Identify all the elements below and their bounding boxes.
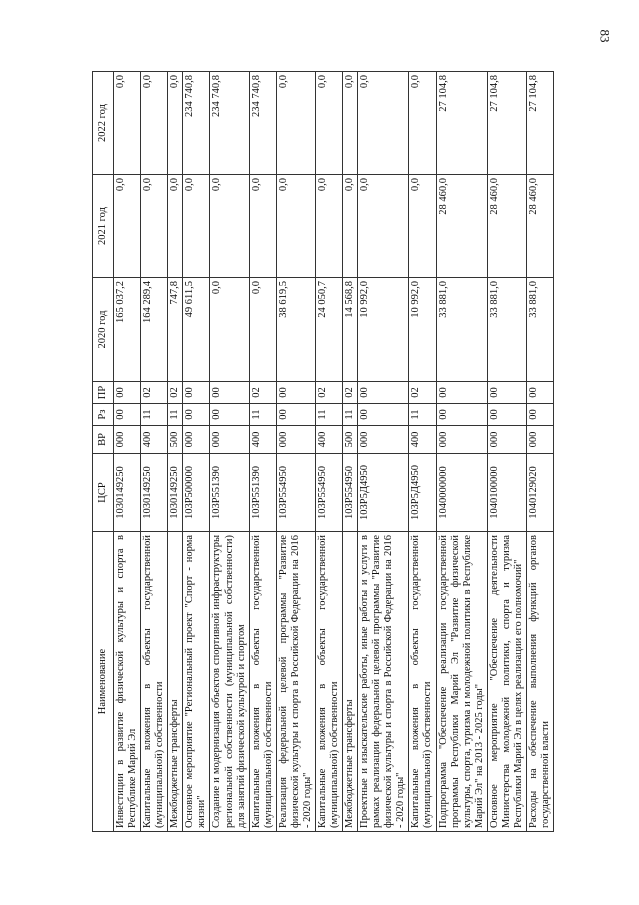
cell-2022: 234 740,8 <box>183 72 210 175</box>
cell-2020: 747,8 <box>168 278 183 382</box>
cell-2021: 0,0 <box>409 175 436 278</box>
cell-rz: 00 <box>276 404 315 426</box>
cell-rz: 11 <box>409 404 436 426</box>
cell-vr: 000 <box>276 426 315 454</box>
cell-2021: 28 460,0 <box>526 175 553 278</box>
cell-csr: 1040100000 <box>487 454 526 532</box>
cell-name: Подпрограмма "Обеспечение реализации государственной программы Республики Марий Эл "Развитие физической культуры, спорта, туризма и молодежной политики в Республике Марий Эл" на 2013 - 2025 годы" <box>436 532 487 832</box>
table-row <box>487 72 526 832</box>
cell-csr: 1040129020 <box>526 454 553 532</box>
cell-2022: 0,0 <box>276 72 315 175</box>
table-row <box>168 72 183 832</box>
cell-pr: 02 <box>409 382 436 404</box>
cell-pr: 02 <box>343 382 358 404</box>
table-header-row <box>93 72 114 832</box>
cell-2021: 0,0 <box>183 175 210 278</box>
header-2021: 2021 год <box>93 175 114 278</box>
cell-name: Проектные и изыскательские работы, иные работы и услуги в рамках реализации федеральной целевой программы "Развитие физической культуры и спорта в Российской Федерации на 2016 - 2020 годы" <box>358 532 409 832</box>
cell-pr: 02 <box>249 382 276 404</box>
cell-pr: 00 <box>276 382 315 404</box>
table-row <box>436 72 487 832</box>
rotated-table-container <box>92 72 612 832</box>
cell-name: Создание и модернизация объектов спортивной инфраструктуры региональной собственности (муниципальной собственности) для занятий физической культурой и спортом <box>210 532 249 832</box>
header-csr: ЦСР <box>93 454 114 532</box>
header-rz: Рз <box>93 404 114 426</box>
cell-2021: 0,0 <box>276 175 315 278</box>
cell-vr: 400 <box>249 426 276 454</box>
cell-vr: 400 <box>409 426 436 454</box>
cell-2020: 33 881,0 <box>487 278 526 382</box>
cell-csr: 103P500000 <box>183 454 210 532</box>
cell-csr: 1030149250 <box>114 454 141 532</box>
cell-vr: 000 <box>436 426 487 454</box>
cell-csr: 103P5Д4950 <box>358 454 409 532</box>
cell-pr: 00 <box>436 382 487 404</box>
table-row <box>114 72 141 832</box>
cell-vr: 500 <box>168 426 183 454</box>
cell-vr: 400 <box>141 426 168 454</box>
cell-csr: 103P554950 <box>315 454 342 532</box>
cell-2020: 49 611,5 <box>183 278 210 382</box>
cell-2020: 164 289,4 <box>141 278 168 382</box>
cell-2022: 0,0 <box>409 72 436 175</box>
cell-pr: 02 <box>141 382 168 404</box>
page-number: 83 <box>597 29 613 43</box>
cell-2021: 28 460,0 <box>436 175 487 278</box>
cell-2021: 0,0 <box>141 175 168 278</box>
cell-2022: 0,0 <box>358 72 409 175</box>
cell-name: Капитальные вложения в объекты государственной (муниципальной) собственности <box>141 532 168 832</box>
cell-csr: 103P554950 <box>343 454 358 532</box>
cell-name: Капитальные вложения в объекты государственной (муниципальной) собственности <box>249 532 276 832</box>
cell-2022: 0,0 <box>141 72 168 175</box>
cell-2020: 33 881,0 <box>436 278 487 382</box>
cell-2020: 14 568,8 <box>343 278 358 382</box>
cell-2022: 0,0 <box>343 72 358 175</box>
cell-2022: 0,0 <box>114 72 141 175</box>
cell-name: Основное мероприятие "Обеспечение деятельности Министерства молодежной политики, спорта и туризма Республики Марий Эл в целях реализации его полномочий" <box>487 532 526 832</box>
cell-csr: 1030149250 <box>141 454 168 532</box>
cell-pr: 00 <box>114 382 141 404</box>
cell-csr: 103P551390 <box>210 454 249 532</box>
cell-vr: 000 <box>526 426 553 454</box>
cell-rz: 11 <box>343 404 358 426</box>
cell-rz: 11 <box>168 404 183 426</box>
cell-2020: 165 037,2 <box>114 278 141 382</box>
cell-2021: 0,0 <box>315 175 342 278</box>
cell-vr: 400 <box>315 426 342 454</box>
cell-pr: 00 <box>358 382 409 404</box>
cell-name: Основное мероприятие "Региональный проект "Спорт - норма жизни" <box>183 532 210 832</box>
table-row <box>210 72 249 832</box>
table-row <box>409 72 436 832</box>
cell-2020: 38 619,5 <box>276 278 315 382</box>
cell-2020: 24 050,7 <box>315 278 342 382</box>
cell-name: Инвестиции в развитие физической культуры и спорта в Республике Марий Эл <box>114 532 141 832</box>
cell-pr: 00 <box>487 382 526 404</box>
table-row <box>358 72 409 832</box>
cell-rz: 11 <box>315 404 342 426</box>
cell-vr: 000 <box>358 426 409 454</box>
cell-csr: 1040000000 <box>436 454 487 532</box>
header-name: Наименование <box>93 532 114 832</box>
table-row <box>249 72 276 832</box>
cell-vr: 000 <box>114 426 141 454</box>
cell-pr: 00 <box>210 382 249 404</box>
table-row <box>315 72 342 832</box>
cell-rz: 00 <box>436 404 487 426</box>
cell-name: Капитальные вложения в объекты государственной (муниципальной) собственности <box>409 532 436 832</box>
table-row <box>276 72 315 832</box>
header-vr: ВР <box>93 426 114 454</box>
cell-2021: 0,0 <box>358 175 409 278</box>
cell-2021: 0,0 <box>249 175 276 278</box>
cell-2021: 28 460,0 <box>487 175 526 278</box>
table-row <box>183 72 210 832</box>
cell-name: Реализация федеральной целевой программы "Развитие физической культуры и спорта в Российской Федерации на 2016 - 2020 годы" <box>276 532 315 832</box>
header-pr: ПР <box>93 382 114 404</box>
cell-pr: 02 <box>168 382 183 404</box>
cell-csr: 103P5Д4950 <box>409 454 436 532</box>
cell-pr: 00 <box>526 382 553 404</box>
cell-2020: 0,0 <box>249 278 276 382</box>
cell-2021: 0,0 <box>210 175 249 278</box>
cell-2021: 0,0 <box>114 175 141 278</box>
cell-2022: 27 104,8 <box>526 72 553 175</box>
cell-rz: 11 <box>141 404 168 426</box>
cell-name: Капитальные вложения в объекты государственной (муниципальной) собственности <box>315 532 342 832</box>
cell-rz: 00 <box>210 404 249 426</box>
cell-name: Межбюджетные трансферты <box>343 532 358 832</box>
cell-vr: 000 <box>487 426 526 454</box>
cell-vr: 500 <box>343 426 358 454</box>
cell-2020: 33 881,0 <box>526 278 553 382</box>
cell-name: Межбюджетные трансферты <box>168 532 183 832</box>
cell-vr: 000 <box>183 426 210 454</box>
cell-vr: 000 <box>210 426 249 454</box>
cell-2021: 0,0 <box>343 175 358 278</box>
header-2020: 2020 год <box>93 278 114 382</box>
cell-rz: 00 <box>114 404 141 426</box>
cell-csr: 103P554950 <box>276 454 315 532</box>
cell-csr: 103P551390 <box>249 454 276 532</box>
cell-2020: 0,0 <box>210 278 249 382</box>
cell-2020: 10 992,0 <box>358 278 409 382</box>
cell-2022: 0,0 <box>315 72 342 175</box>
table-body <box>114 72 554 832</box>
budget-table <box>92 71 554 832</box>
cell-2022: 27 104,8 <box>487 72 526 175</box>
cell-pr: 02 <box>315 382 342 404</box>
cell-2022: 27 104,8 <box>436 72 487 175</box>
cell-pr: 00 <box>183 382 210 404</box>
cell-2022: 234 740,8 <box>249 72 276 175</box>
table-row <box>526 72 553 832</box>
cell-name: Расходы на обеспечение выполнения функций органов государственной власти <box>526 532 553 832</box>
table-row <box>141 72 168 832</box>
cell-csr: 1030149250 <box>168 454 183 532</box>
cell-2022: 234 740,8 <box>210 72 249 175</box>
cell-rz: 00 <box>487 404 526 426</box>
cell-rz: 00 <box>526 404 553 426</box>
cell-2021: 0,0 <box>168 175 183 278</box>
table-row <box>343 72 358 832</box>
cell-rz: 00 <box>358 404 409 426</box>
cell-rz: 11 <box>249 404 276 426</box>
header-2022: 2022 год <box>93 72 114 175</box>
cell-2022: 0,0 <box>168 72 183 175</box>
cell-2020: 10 992,0 <box>409 278 436 382</box>
cell-rz: 00 <box>183 404 210 426</box>
